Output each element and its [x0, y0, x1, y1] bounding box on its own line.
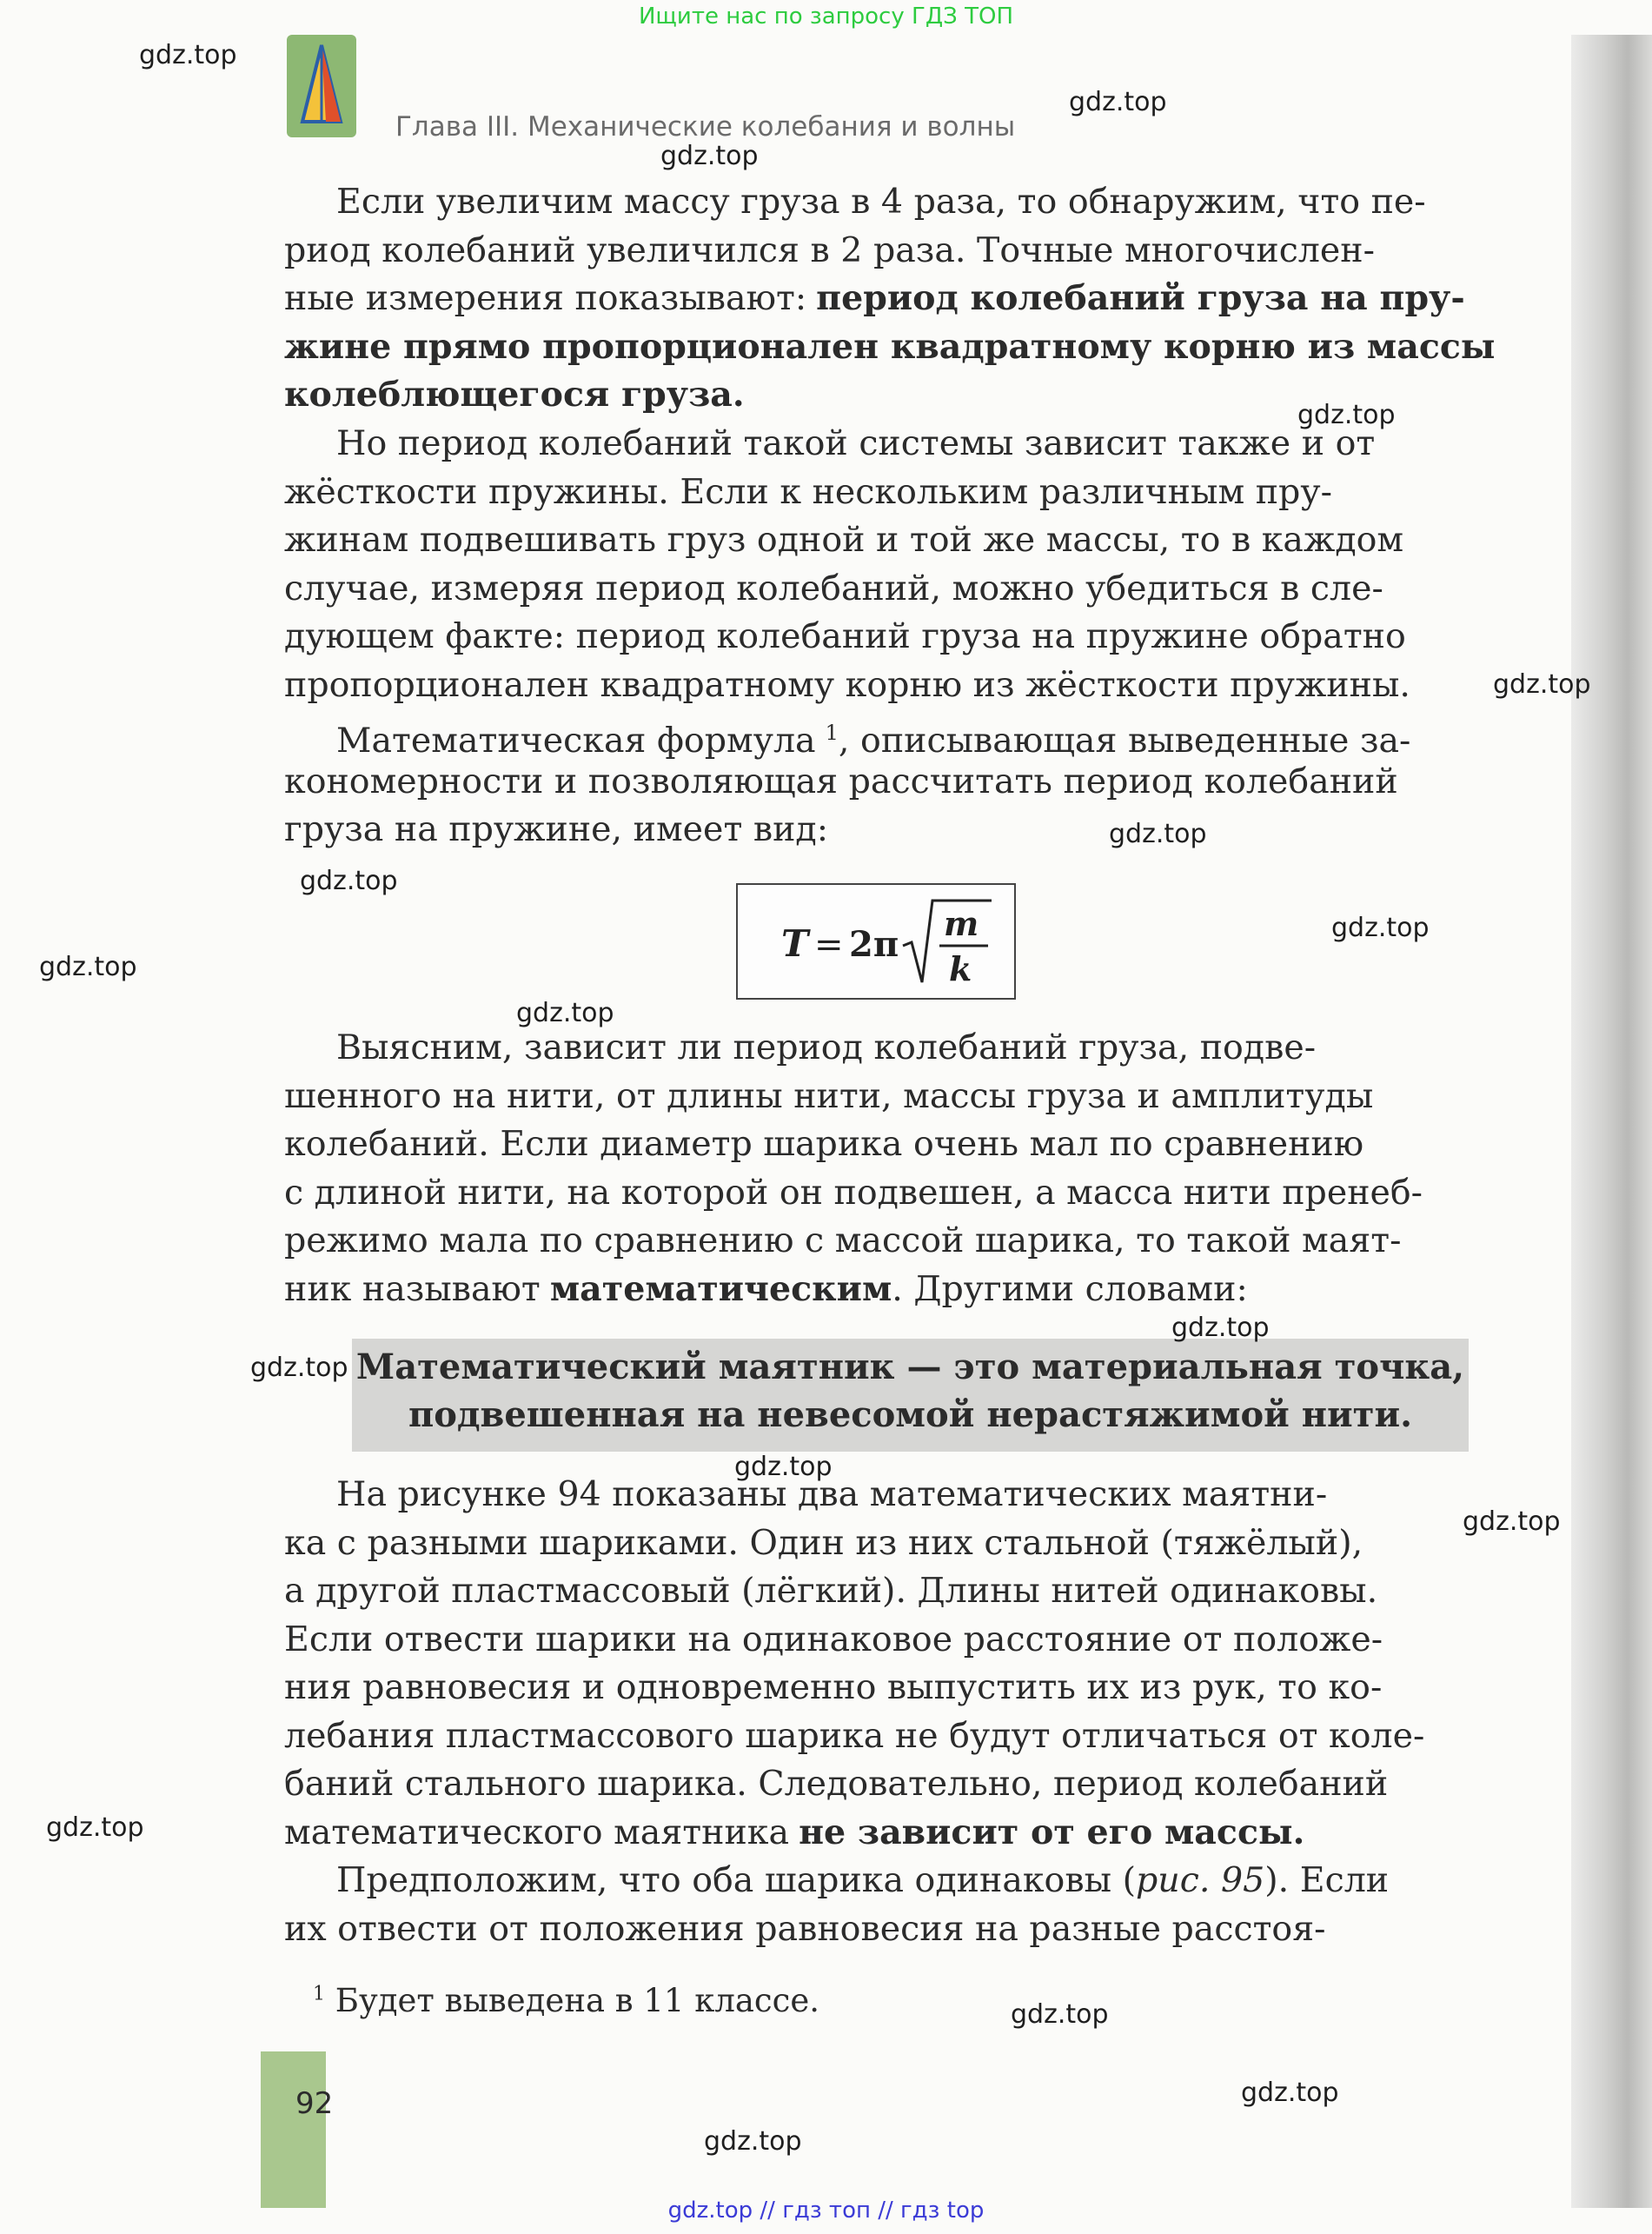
- text-line: с длиной нити, на которой он подвешен, а масса нити пренеб-: [284, 1172, 1423, 1213]
- text-line: случае, измеряя период колебаний, можно убедиться в сле-: [284, 568, 1383, 608]
- paragraph-3: [284, 709, 1469, 854]
- watermark: gdz.top: [516, 998, 614, 1028]
- footnote-number: 1: [313, 1983, 325, 2005]
- text-line: математического маятника не зависит от его массы.: [284, 1809, 1469, 1858]
- watermark: gdz.top: [1069, 87, 1167, 117]
- bold-term: математическим: [549, 1268, 892, 1309]
- text-line: Предположим, что оба шарика одинаковы (рис. 95). Если: [336, 1860, 1390, 1900]
- watermark: gdz.top: [1493, 669, 1591, 700]
- prism-icon: [287, 35, 356, 137]
- watermark: gdz.top: [1011, 1999, 1109, 2030]
- text-line: [284, 371, 1469, 420]
- watermark: gdz.top: [139, 40, 237, 70]
- formula-box: [736, 883, 1016, 1000]
- text-line: На рисунке 94 показаны два математических маятни-: [336, 1474, 1328, 1514]
- text-line: лебания пластмассового шарика не будут отличаться от коле-: [284, 1715, 1425, 1756]
- text-line: ные измерения показывают: период колебаний груза на пру-: [284, 275, 1469, 323]
- text-line: ния равновесия и одновременно выпустить их из рук, то ко-: [284, 1667, 1383, 1707]
- text-line: кономерности и позволяющая рассчитать период колебаний: [284, 761, 1398, 801]
- chapter-icon: [287, 35, 356, 137]
- watermark: gdz.top: [1331, 913, 1430, 943]
- watermark: gdz.top: [1297, 400, 1396, 430]
- bold-statement: не зависит от его массы.: [799, 1812, 1305, 1852]
- page-number: 92: [295, 2086, 334, 2121]
- watermark: gdz.top: [1463, 1506, 1561, 1537]
- watermark: gdz.top: [46, 1812, 144, 1843]
- formula-coefficient: 2π: [849, 924, 899, 965]
- watermark: gdz.top: [704, 2126, 802, 2157]
- text-line: Если отвести шарики на одинаковое расстояние от положе-: [284, 1619, 1383, 1659]
- watermark: gdz.top: [39, 952, 137, 982]
- page-edge-shadow: [1571, 35, 1652, 2208]
- footnote-mark: 1: [825, 721, 839, 745]
- formula-denominator: k: [949, 949, 972, 988]
- formula-numerator: m: [944, 904, 979, 943]
- text-line: режимо мала по сравнению с массой шарика, то такой маят-: [284, 1220, 1402, 1260]
- text-line: колебаний. Если диаметр шарика очень мал по сравнению: [284, 1124, 1364, 1164]
- bold-statement: жине прямо пропорционален квадратному корню из массы: [284, 326, 1496, 367]
- text-line: Математическая формула $^1$, описывающая выведенные за-: [336, 721, 1411, 761]
- text-line: риод колебаний увеличился в 2 раза. Точные многочислен-: [284, 229, 1375, 270]
- formula-lhs: T: [781, 922, 809, 965]
- watermark: gdz.top: [734, 1452, 833, 1482]
- paragraph-6: [284, 1857, 1469, 1953]
- watermark: gdz.top: [660, 141, 759, 171]
- footnote-text: Будет выведена в 11 классе.: [335, 1982, 820, 2019]
- chapter-title: Глава III. Механические колебания и волны: [395, 111, 1016, 143]
- footnote: [313, 1982, 819, 2019]
- bold-statement: период колебаний груза на пру-: [816, 278, 1465, 318]
- figure-reference[interactable]: рис. 95: [1135, 1860, 1265, 1900]
- formula-equals: =: [814, 925, 844, 965]
- spring-period-formula: [738, 885, 1014, 998]
- bottom-links[interactable]: gdz.top // гдз топ // гдз top: [667, 2197, 985, 2224]
- text-line: Но период колебаний такой системы зависит также и от: [336, 423, 1376, 463]
- text-line: баний стального шарика. Следовательно, период колебаний: [284, 1764, 1389, 1804]
- top-search-banner[interactable]: Ищите нас по запросу ГДЗ ТОП: [638, 3, 1014, 30]
- text-line: груза на пружине, имеет вид:: [284, 809, 829, 849]
- text-line: жёсткости пружины. Если к нескольким различным пру-: [284, 471, 1332, 512]
- paragraph-4: [284, 1024, 1469, 1313]
- watermark: gdz.top: [1241, 2078, 1339, 2108]
- text-line: ник называют математическим . Другими словами:: [284, 1266, 1469, 1314]
- definition-line: Математический маятник — это материальная точка,: [355, 1346, 1465, 1387]
- definition-line: подвешенная на невесомой нерастяжимой нити.: [408, 1394, 1413, 1435]
- text-line: а другой пластмассовый (лёгкий). Длины нитей одинаковы.: [284, 1571, 1378, 1611]
- text-line: ка с разными шариками. Один из них стальной (тяжёлый),: [284, 1522, 1363, 1563]
- definition-text: [352, 1343, 1469, 1439]
- text-line: их отвести от положения равновесия на разные расстоя-: [284, 1908, 1326, 1949]
- text-line: [284, 323, 1496, 372]
- paragraph-2: [284, 420, 1469, 709]
- text-line: Выясним, зависит ли период колебаний груза, подве-: [336, 1027, 1317, 1067]
- watermark: gdz.top: [250, 1353, 348, 1383]
- watermark: gdz.top: [1171, 1313, 1270, 1343]
- watermark: gdz.top: [300, 866, 398, 896]
- text-line: Если увеличим массу груза в 4 раза, то обнаружим, что пе-: [336, 182, 1426, 222]
- bold-statement: колеблющегося груза.: [284, 375, 745, 415]
- text-line: жинам подвешивать груз одной и той же массы, то в каждом: [284, 520, 1404, 560]
- page-number-tab: [261, 2051, 326, 2208]
- text-line: дующем факте: период колебаний груза на пружине обратно: [284, 616, 1406, 656]
- paragraph-1: [284, 178, 1496, 420]
- text-line: пропорционален квадратному корню из жёсткости пружины.: [284, 664, 1410, 705]
- paragraph-5: [284, 1471, 1469, 1857]
- text-line: шенного на нити, от длины нити, массы груза и амплитуды: [284, 1075, 1374, 1116]
- watermark: gdz.top: [1109, 819, 1207, 849]
